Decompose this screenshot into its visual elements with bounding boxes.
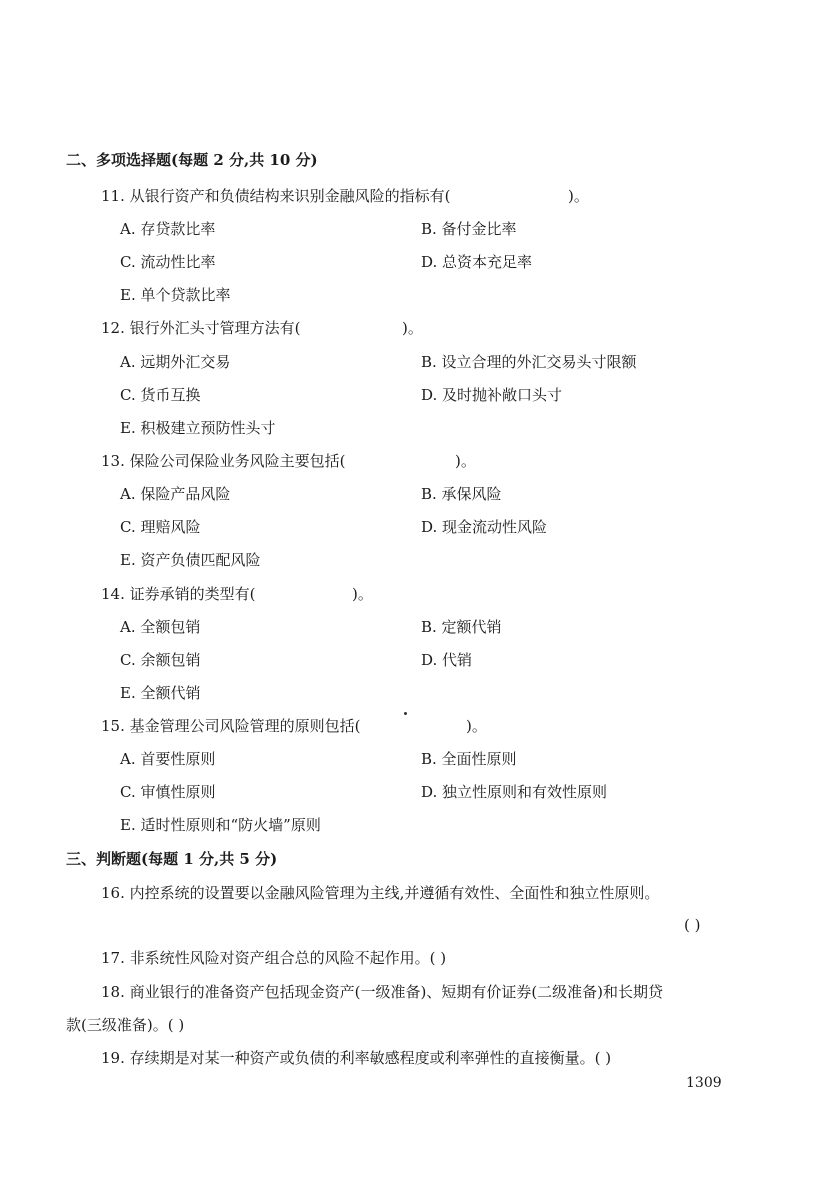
q13-option-c: C. 理赔风险 bbox=[120, 518, 201, 536]
q11-option-a: A. 存贷款比率 bbox=[120, 220, 216, 238]
q14-option-e: E. 全额代销 bbox=[120, 684, 201, 702]
stray-mark bbox=[404, 712, 407, 715]
q15-option-b: B. 全面性原则 bbox=[421, 750, 517, 768]
q14-option-c: C. 余额包销 bbox=[120, 651, 201, 669]
question-14-stem: 14. 证券承销的类型有( bbox=[101, 585, 256, 603]
q14-option-d: D. 代销 bbox=[421, 651, 473, 669]
page-number: 1309 bbox=[686, 1075, 722, 1091]
q12-option-e: E. 积极建立预防性头寸 bbox=[120, 419, 276, 437]
question-18-line1: 18. 商业银行的准备资产包括现金资产(一级准备)、短期有价证券(二级准备)和长期贷 bbox=[101, 983, 664, 1001]
question-12-close: )。 bbox=[402, 319, 423, 337]
section-3-title: 三、判断题(每题 1 分,共 5 分) bbox=[66, 850, 278, 868]
question-12-stem: 12. 银行外汇头寸管理方法有( bbox=[101, 319, 301, 337]
question-15-close: )。 bbox=[466, 717, 487, 735]
q11-option-b: B. 备付金比率 bbox=[421, 220, 517, 238]
q15-option-d: D. 独立性原则和有效性原则 bbox=[421, 783, 608, 801]
question-13-close: )。 bbox=[455, 452, 476, 470]
question-18-line2: 款(三级准备)。( ) bbox=[66, 1016, 185, 1034]
q13-option-b: B. 承保风险 bbox=[421, 485, 502, 503]
q13-option-d: D. 现金流动性风险 bbox=[421, 518, 548, 536]
question-19: 19. 存续期是对某一种资产或负债的利率敏感程度或利率弹性的直接衡量。( ) bbox=[101, 1049, 612, 1067]
q11-option-e: E. 单个贷款比率 bbox=[120, 286, 231, 304]
question-17: 17. 非系统性风险对资产组合总的风险不起作用。( ) bbox=[101, 949, 447, 967]
question-11-stem: 11. 从银行资产和负债结构来识别金融风险的指标有( bbox=[101, 187, 451, 205]
q12-option-d: D. 及时抛补敞口头寸 bbox=[421, 386, 563, 404]
q15-option-c: C. 审慎性原则 bbox=[120, 783, 216, 801]
q14-option-a: A. 全额包销 bbox=[120, 618, 201, 636]
question-11-close: )。 bbox=[568, 187, 589, 205]
question-14-close: )。 bbox=[352, 585, 373, 603]
q12-option-a: A. 远期外汇交易 bbox=[120, 353, 231, 371]
q14-option-b: B. 定额代销 bbox=[421, 618, 502, 636]
question-15-stem: 15. 基金管理公司风险管理的原则包括( bbox=[101, 717, 361, 735]
question-16-answer-paren: ( ) bbox=[684, 916, 701, 934]
q12-option-b: B. 设立合理的外汇交易头寸限额 bbox=[421, 353, 637, 371]
question-13-stem: 13. 保险公司保险业务风险主要包括( bbox=[101, 452, 346, 470]
question-16: 16. 内控系统的设置要以金融风险管理为主线,并遵循有效性、全面性和独立性原则。 bbox=[101, 884, 660, 902]
q13-option-e: E. 资产负债匹配风险 bbox=[120, 551, 261, 569]
q11-option-c: C. 流动性比率 bbox=[120, 253, 216, 271]
q12-option-c: C. 货币互换 bbox=[120, 386, 201, 404]
section-2-title: 二、多项选择题(每题 2 分,共 10 分) bbox=[66, 151, 318, 169]
q11-option-d: D. 总资本充足率 bbox=[421, 253, 533, 271]
q15-option-a: A. 首要性原则 bbox=[120, 750, 216, 768]
q15-option-e: E. 适时性原则和“防火墙”原则 bbox=[120, 816, 321, 834]
q13-option-a: A. 保险产品风险 bbox=[120, 485, 231, 503]
